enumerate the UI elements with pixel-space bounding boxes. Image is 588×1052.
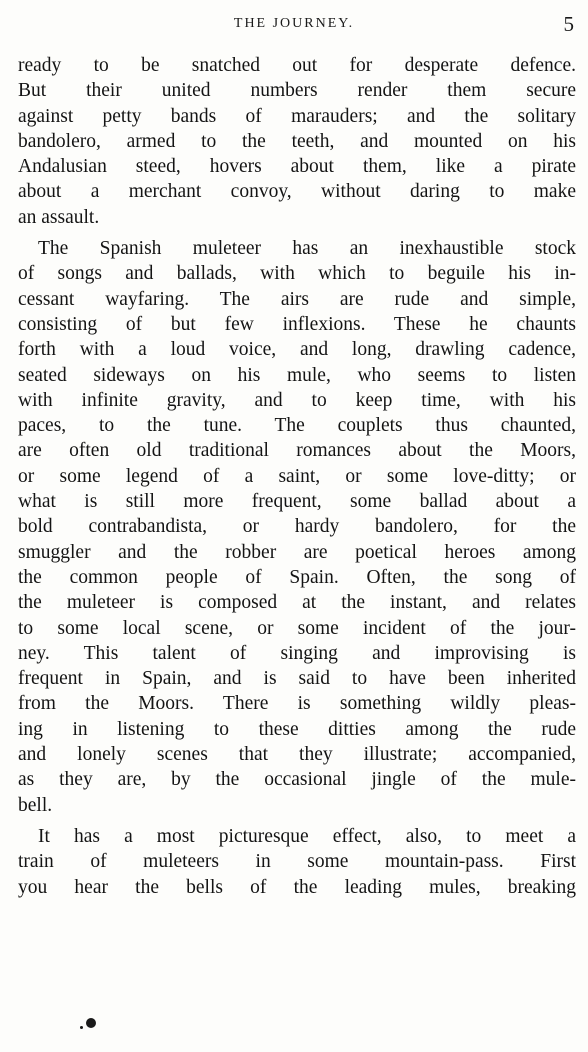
text-line: consisting of but few inflexions. These he chaunts bbox=[18, 313, 576, 335]
text-line: train of muleteers in some mountain-pass. First bbox=[18, 851, 576, 873]
text-line: The Spanish muleteer has an inexhaustible stock bbox=[38, 238, 576, 260]
text-line: bandolero, armed to the teeth, and mounted on his bbox=[18, 130, 576, 152]
text-line: the common people of Spain. Often, the song of bbox=[18, 566, 576, 588]
text-line: Andalusian steed, hovers about them, like a pirate bbox=[18, 156, 576, 178]
text-line: an assault. bbox=[18, 206, 100, 228]
text-line: forth with a loud voice, and long, drawling cadence, bbox=[18, 339, 576, 361]
text-line: It has a most picturesque effect, also, to meet a bbox=[38, 825, 576, 847]
text-line: ney. This talent of singing and improvising is bbox=[18, 642, 576, 664]
text-line: paces, to the tune. The couplets thus chaunted, bbox=[18, 415, 576, 437]
text-line: cessant wayfaring. The airs are rude and simple, bbox=[18, 288, 576, 310]
text-line: from the Moors. There is something wildly pleas- bbox=[18, 693, 576, 715]
text-line: bold contrabandista, or hardy bandolero, for the bbox=[18, 516, 576, 538]
text-line: are often old traditional romances about the Moors, bbox=[18, 440, 576, 462]
text-line: to some local scene, or some incident of the jour- bbox=[18, 617, 576, 639]
text-line: and lonely scenes that they illustrate; accompanied, bbox=[18, 744, 576, 766]
text-line: seated sideways on his mule, who seems to listen bbox=[18, 364, 576, 386]
body-text bbox=[18, 53, 576, 900]
page-number: 5 bbox=[563, 12, 574, 36]
text-line: But their united numbers render them secure bbox=[18, 80, 576, 102]
text-line: the muleteer is composed at the instant, and relates bbox=[18, 592, 576, 614]
text-line: you hear the bells of the leading mules, breaking bbox=[18, 876, 576, 898]
ink-blot bbox=[86, 1018, 96, 1028]
running-head bbox=[0, 12, 588, 36]
running-title: THE JOURNEY. bbox=[233, 16, 355, 31]
text-line: as they are, by the occasional jingle of the mule- bbox=[18, 769, 576, 791]
text-line: or some legend of a saint, or some love-ditty; or bbox=[18, 465, 576, 487]
text-line: ing in listening to these ditties among the rude bbox=[18, 718, 576, 740]
ink-speck bbox=[80, 1026, 83, 1029]
text-line: smuggler and the robber are poetical heroes among bbox=[18, 541, 576, 563]
text-line: about a merchant convoy, without daring to make bbox=[18, 181, 576, 203]
text-line: with infinite gravity, and to keep time, with his bbox=[18, 389, 576, 411]
text-line: bell. bbox=[18, 794, 53, 816]
text-line: of songs and ballads, with which to beguile his in- bbox=[18, 263, 576, 285]
text-line: against petty bands of marauders; and the solitary bbox=[18, 105, 576, 127]
text-line: ready to be snatched out for desperate defence. bbox=[18, 55, 576, 76]
text-line: frequent in Spain, and is said to have been inherited bbox=[18, 668, 576, 690]
text-line: what is still more frequent, some ballad about a bbox=[18, 491, 576, 513]
